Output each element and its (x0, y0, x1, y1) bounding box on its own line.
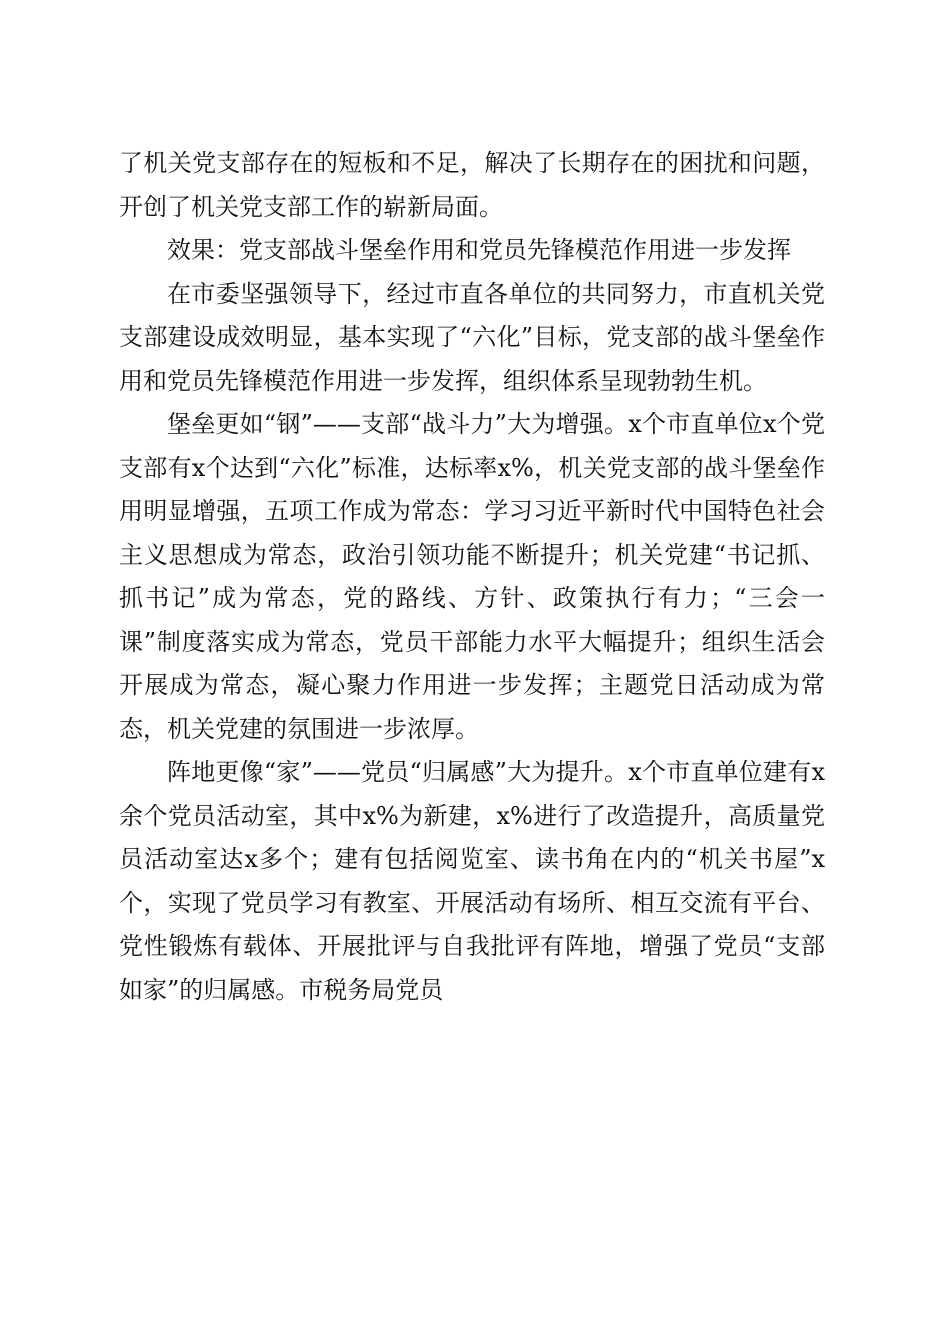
paragraph-1: 了机关党支部存在的短板和不足，解决了长期存在的困扰和问题，开创了机关党支部工作的崭新局面。 (119, 149, 825, 221)
paragraph-4: 堡垒更如“钢”——支部“战斗力”大为增强。x个市直单位x个党支部有x个达到“六化”标准，达标率x%，机关党支部的战斗堡垒作用明显增强，五项工作成为常态：学习习近平新时代中国特色社会主义思想成为常态，政治引领功能不断提升；机关党建“书记抓、抓书记”成为常态，党的路线、方针、政策执行有力；“三会一课”制度落实成为常态，党员干部能力水平大幅提升；组织生活会开展成为常态，凝心聚力作用进一步发挥；主题党日活动成为常态，机关党建的氛围进一步浓厚。 (119, 410, 825, 743)
paragraph-5: 阵地更像“家”——党员“归属感”大为提升。x个市直单位建有x余个党员活动室，其中x%为新建，x%进行了改造提升，高质量党员活动室达x多个；建有包括阅览室、读书角在内的“机关书屋”x个，实现了党员学习有教室、开展活动有场所、相互交流有平台、党性锻炼有载体、开展批评与自我批评有阵地，增强了党员“支部如家”的归属感。市税务局党员 (119, 758, 825, 1004)
document-body (119, 142, 825, 1012)
paragraph-2-heading: 效果：党支部战斗堡垒作用和党员先锋模范作用进一步发挥 (167, 236, 791, 264)
paragraph-3: 在市委坚强领导下，经过市直各单位的共同努力，市直机关党支部建设成效明显，基本实现了“六化”目标，党支部的战斗堡垒作用和党员先锋模范作用进一步发挥，组织体系呈现勃勃生机。 (119, 279, 825, 395)
